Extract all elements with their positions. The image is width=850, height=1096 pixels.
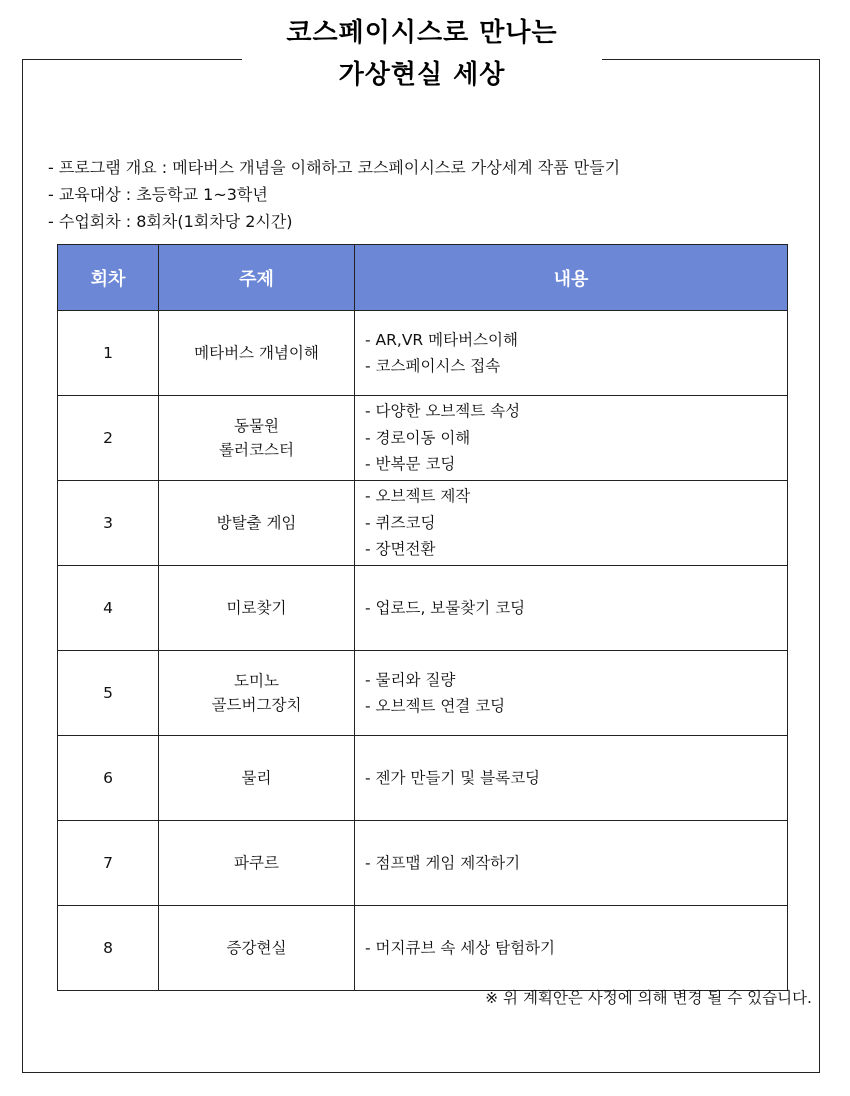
- table-row: [58, 821, 788, 906]
- session-topic: [159, 566, 355, 651]
- content-item: - 물리와 질량: [365, 670, 456, 689]
- session-content: [355, 736, 788, 821]
- table-row: [58, 566, 788, 651]
- curriculum-table: [57, 244, 788, 991]
- content-item: - 다양한 오브젝트 속성: [365, 402, 521, 421]
- header-content: 내용: [355, 245, 788, 311]
- session-count: - 수업회차 : 8회차(1회차당 2시간): [48, 212, 293, 231]
- session-topic: [159, 736, 355, 821]
- program-info: [48, 154, 620, 235]
- session-number: 7: [58, 821, 159, 906]
- session-content: [355, 651, 788, 736]
- content-item: - 오브젝트 제작: [365, 487, 471, 506]
- topic-line: 롤러코스터: [219, 441, 294, 459]
- content-item: - 경로이동 이해: [365, 428, 471, 447]
- topic-line: 동물원: [234, 417, 279, 435]
- session-topic: [159, 311, 355, 396]
- content-item: - 반복문 코딩: [365, 455, 456, 474]
- topic-line: 물리: [241, 769, 272, 787]
- content-item: - 오브젝트 연결 코딩: [365, 697, 506, 715]
- session-number: 2: [58, 396, 159, 481]
- session-content: [355, 906, 788, 991]
- session-number: 6: [58, 736, 159, 821]
- session-number: 8: [58, 906, 159, 991]
- session-topic: [159, 481, 355, 566]
- header-session: 회차: [58, 245, 159, 311]
- table-row: [58, 481, 788, 566]
- session-number: 1: [58, 311, 159, 396]
- session-number: 5: [58, 651, 159, 736]
- header-topic: 주제: [159, 245, 355, 311]
- topic-line: 미로찾기: [226, 599, 287, 617]
- topic-line: 파쿠르: [234, 854, 279, 872]
- content-item: - 코스페이시스 접속: [365, 357, 501, 375]
- table-header-row: [58, 245, 788, 311]
- session-content: [355, 396, 788, 481]
- title-block: [242, 12, 602, 108]
- session-content: [355, 821, 788, 906]
- target-audience: - 교육대상 : 초등학교 1~3학년: [48, 185, 268, 204]
- content-item: - 퀴즈코딩: [365, 513, 436, 532]
- table-row: [58, 736, 788, 821]
- session-number: 3: [58, 481, 159, 566]
- table-row: [58, 396, 788, 481]
- topic-line: 방탈출 게임: [216, 514, 297, 532]
- content-item: - 점프맵 게임 제작하기: [365, 853, 521, 872]
- session-content: [355, 481, 788, 566]
- session-number: 4: [58, 566, 159, 651]
- topic-line: 메타버스 개념이해: [194, 344, 319, 362]
- title-line-1: 코스페이시스로 만나는: [286, 18, 558, 48]
- footnote: ※ 위 계획안은 사정에 의해 변경 될 수 있습니다.: [485, 989, 812, 1007]
- topic-line: 증강현실: [226, 939, 287, 957]
- session-content: [355, 566, 788, 651]
- table-row: [58, 651, 788, 736]
- topic-line: 도미노: [234, 672, 279, 690]
- content-item: - 머지큐브 속 세상 탐험하기: [365, 938, 556, 957]
- session-topic: [159, 906, 355, 991]
- session-topic: [159, 651, 355, 736]
- program-overview: - 프로그램 개요 : 메타버스 개념을 이해하고 코스페이시스로 가상세계 작품 만들기: [48, 158, 621, 177]
- session-topic: [159, 821, 355, 906]
- content-item: - 젠가 만들기 및 블록코딩: [365, 768, 541, 787]
- session-topic: [159, 396, 355, 481]
- table-row: [58, 906, 788, 991]
- content-item: - AR,VR 메타버스이해: [365, 330, 518, 349]
- title-line-2: 가상현실 세상: [338, 60, 506, 90]
- content-item: - 업로드, 보물찾기 코딩: [365, 598, 526, 617]
- table-row: [58, 311, 788, 396]
- topic-line: 골드버그장치: [211, 696, 302, 714]
- session-content: [355, 311, 788, 396]
- content-item: - 장면전환: [365, 540, 436, 559]
